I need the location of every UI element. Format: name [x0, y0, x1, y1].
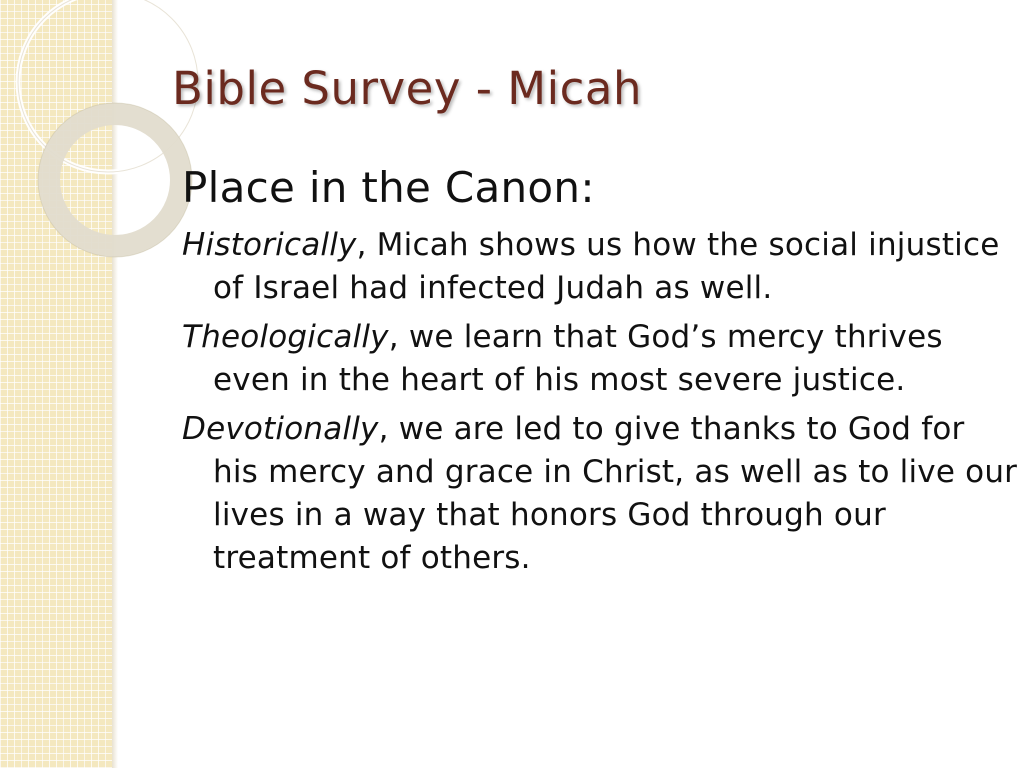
paragraph-devotionally [182, 408, 1018, 580]
emphasis-theologically: Theologically [182, 319, 389, 355]
slide-title: Bible Survey - Micah [172, 62, 642, 115]
paragraph-historically-text: , Micah shows us how the social injustice of Israel had infected Judah as well. [213, 227, 1000, 306]
paragraph-devotionally-text: , we are led to give thanks to God for his mercy and grace in Christ, as well as to live our lives in a way that honors God through our treatment of others. [213, 411, 1018, 576]
decorative-rings [0, 0, 200, 260]
emphasis-historically: Historically [182, 227, 357, 263]
emphasis-devotionally: Devotionally [182, 411, 379, 447]
paragraph-historically [182, 224, 1018, 310]
paragraph-theologically [182, 316, 1018, 402]
slide-content [182, 160, 1018, 586]
section-heading: Place in the Canon: [182, 163, 595, 212]
paragraph-theologically-text: , we learn that God’s mercy thrives even in the heart of his most severe justice. [213, 319, 943, 398]
